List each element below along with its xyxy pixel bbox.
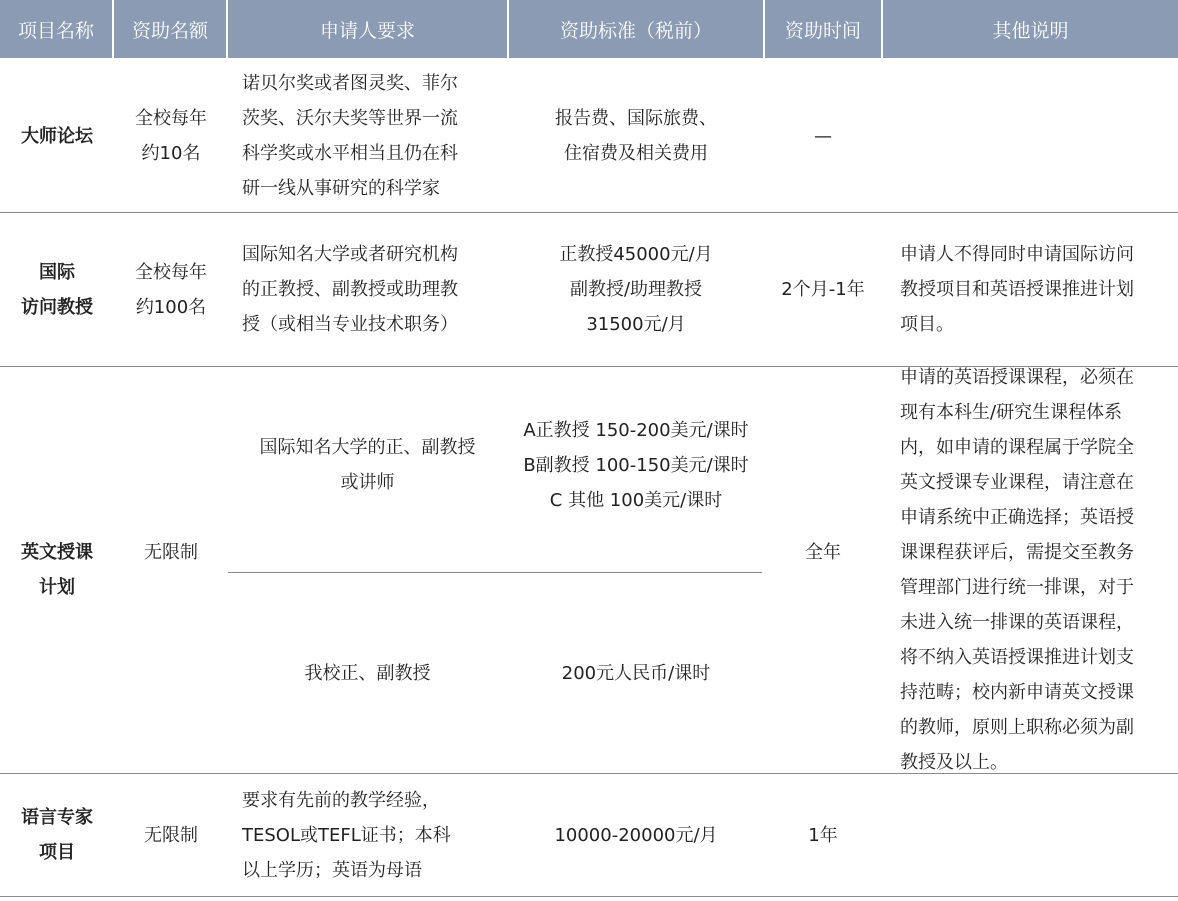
row-2-requirement <box>242 213 507 366</box>
cell-line: — <box>814 125 832 147</box>
row-2-quota <box>114 213 228 366</box>
cell-line: 2个月-1年 <box>781 279 865 300</box>
cell-line: 要求有先前的教学经验， <box>242 789 440 811</box>
row-3-notes <box>900 367 1176 773</box>
cell-line: 我校正、副教授 <box>304 662 431 684</box>
cell-line: 计划 <box>39 577 75 598</box>
cell-line: 访问教授 <box>21 296 93 318</box>
row-3b-standard <box>509 573 763 773</box>
cell-line: 全年 <box>805 541 841 563</box>
cell-line: 国际知名大学的正、副教授 <box>259 437 476 458</box>
cell-line: 内，如申请的课程属于学院全 <box>900 437 1134 458</box>
row-4-standard <box>509 774 763 896</box>
cell-line: 31500元/月 <box>586 314 686 335</box>
header-label: 项目名称 <box>17 19 94 42</box>
cell-line: 正教授45000元/月 <box>559 244 713 265</box>
row-1-requirement <box>242 60 507 212</box>
cell-line: 200元人民币/课时 <box>561 662 711 684</box>
cell-line: 科学奖或水平相当且仍在科 <box>242 143 458 164</box>
row-3-time <box>765 367 881 737</box>
row-divider <box>0 896 1178 897</box>
header-label: 资助时间 <box>784 19 861 42</box>
cell-line: 住宿费及相关费用 <box>564 143 708 164</box>
cell-line: 将不纳入英语授课推进计划支 <box>900 647 1134 668</box>
cell-line: B副教授 100-150美元/课时 <box>523 454 749 476</box>
cell-line: 大师论坛 <box>21 125 93 147</box>
cell-line: 申请系统中正确选择；英语授 <box>900 507 1134 528</box>
header-standard <box>509 0 763 58</box>
row-1-quota <box>114 60 228 212</box>
row-1-time <box>765 60 881 212</box>
cell-line: 无限制 <box>144 824 198 846</box>
cell-line: 项目 <box>39 842 75 863</box>
row-2-name <box>0 213 114 366</box>
cell-line: 或讲师 <box>340 472 395 493</box>
row-4-requirement <box>242 774 507 896</box>
cell-line: 教授及以上。 <box>900 752 1008 773</box>
header-notes <box>883 0 1178 58</box>
cell-line: 的正教授、副教授或助理教 <box>242 279 458 300</box>
cell-line: 未进入统一排课的英语课程， <box>900 612 1134 633</box>
cell-line: C 其他 100美元/课时 <box>549 489 723 511</box>
header-project-name <box>0 0 112 58</box>
header-label: 资助标准（税前） <box>559 19 712 42</box>
header-label: 其他说明 <box>992 19 1069 42</box>
cell-line: 申请人不得同时申请国际访问 <box>900 244 1134 265</box>
row-1-standard <box>509 60 763 212</box>
cell-line: 约100名 <box>135 296 207 318</box>
header-time <box>765 0 881 58</box>
cell-line: TESOL或TEFL证书；本科 <box>242 824 451 846</box>
row-4-quota <box>114 774 228 896</box>
cell-line: 报告费、国际旅费、 <box>555 108 717 129</box>
cell-line: 英文授课 <box>21 542 93 563</box>
row-3-quota <box>114 367 228 737</box>
row-3a-standard <box>509 367 763 563</box>
row-3b-requirement <box>228 573 507 773</box>
cell-line: 的教师，原则上职称必须为副 <box>900 717 1134 738</box>
header-label: 申请人要求 <box>319 19 415 42</box>
row-4-time <box>765 774 881 896</box>
cell-line: A正教授 150-200美元/课时 <box>523 419 749 441</box>
row-2-standard <box>509 213 763 366</box>
cell-line: 持范畴；校内新申请英文授课 <box>900 682 1134 703</box>
cell-line: 约10名 <box>141 143 201 164</box>
header-requirement <box>228 0 507 58</box>
cell-line: 国际 <box>39 261 75 283</box>
cell-line: 项目。 <box>900 314 954 335</box>
cell-line: 研一线从事研究的科学家 <box>242 178 440 199</box>
cell-line: 课课程获评后，需提交至教务 <box>900 542 1134 563</box>
row-3-name <box>0 367 114 773</box>
cell-line: 现有本科生/研究生课程体系 <box>900 402 1123 423</box>
header-quota <box>114 0 226 58</box>
cell-line: 无限制 <box>144 541 198 563</box>
cell-line: 10000-20000元/月 <box>554 824 718 846</box>
cell-line: 国际知名大学或者研究机构 <box>242 244 458 265</box>
cell-line: 茨奖、沃尔夫奖等世界一流 <box>242 108 458 129</box>
row-4-name <box>0 774 114 896</box>
cell-line: 申请的英语授课课程，必须在 <box>900 367 1134 388</box>
cell-line: 以上学历；英语为母语 <box>242 859 422 881</box>
row-1-name <box>0 60 114 212</box>
cell-line: 1年 <box>808 824 838 846</box>
header-label: 资助名额 <box>131 19 208 42</box>
cell-line: 授（或相当专业技术职务） <box>242 314 458 335</box>
cell-line: 语言专家 <box>21 807 93 828</box>
cell-line: 诺贝尔奖或者图灵奖、菲尔 <box>242 73 458 94</box>
cell-line: 全校每年 <box>135 261 207 283</box>
row-2-notes <box>900 213 1176 366</box>
row-3a-requirement <box>228 367 507 563</box>
cell-line: 英文授课专业课程，请注意在 <box>900 472 1134 493</box>
row-2-time <box>765 213 881 366</box>
cell-line: 教授项目和英语授课推进计划 <box>900 279 1134 300</box>
cell-line: 管理部门进行统一排课，对于 <box>900 577 1134 598</box>
cell-line: 全校每年 <box>135 108 207 129</box>
cell-line: 副教授/助理教授 <box>569 279 703 300</box>
